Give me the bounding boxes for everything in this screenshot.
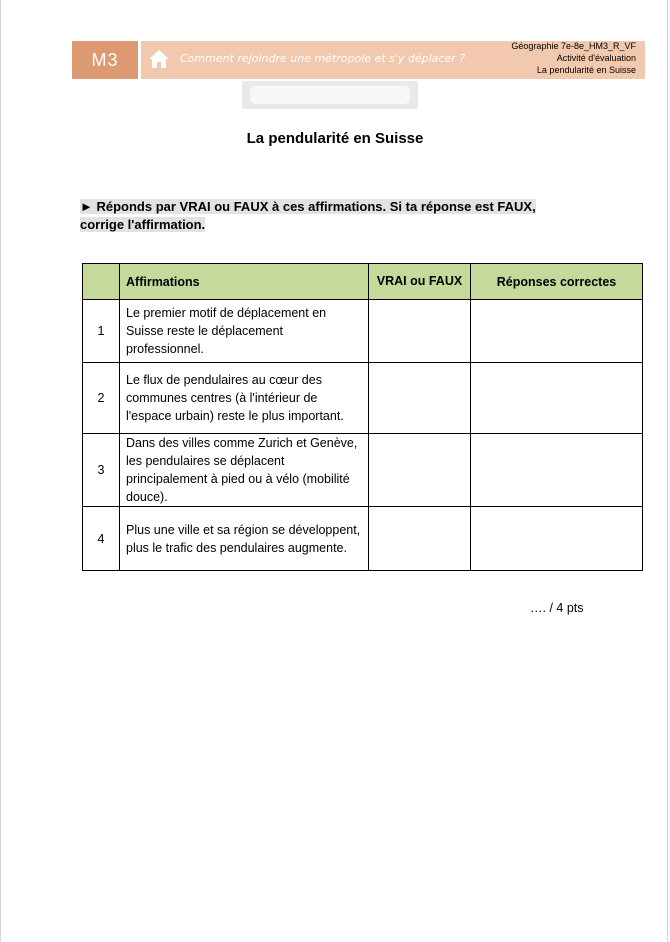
header-reponses: Réponses correctes (471, 264, 643, 300)
table-header-row (83, 264, 643, 300)
header-title: Comment rejoindre une métropole et s'y déplacer ? (180, 52, 466, 65)
home-icon (147, 47, 171, 71)
meta-activity: Activité d'évaluation (556, 53, 636, 63)
header-num (83, 264, 120, 300)
vrai-faux-cell[interactable] (369, 434, 471, 507)
vrai-faux-cell[interactable] (369, 507, 471, 571)
page-title: La pendularité en Suisse (246, 130, 424, 147)
name-field-inner (250, 86, 410, 104)
score: …. / 4 pts (530, 601, 584, 615)
affirmation-text: Le premier motif de déplacement en Suisse reste le déplacement professionnel. (120, 300, 369, 363)
header-affirmations: Affirmations (120, 264, 369, 300)
reponse-cell[interactable] (471, 507, 643, 571)
affirmation-text: Dans des villes comme Zurich et Genève, les pendulaires se déplacent principalement à pied ou à vélo (mobilité douce). (120, 434, 369, 507)
student-name-field[interactable] (242, 81, 418, 109)
header-meta (511, 40, 636, 76)
meta-course: Géographie 7e-8e_HM3_R_VF (511, 41, 636, 51)
table-row (83, 300, 643, 363)
table-row (83, 507, 643, 571)
row-number: 4 (83, 507, 120, 571)
instruction-line-2: corrige l'affirmation. (80, 217, 206, 232)
reponse-cell[interactable] (471, 434, 643, 507)
row-number: 3 (83, 434, 120, 507)
header-divider (138, 41, 141, 79)
row-number: 1 (83, 300, 120, 363)
instruction (80, 198, 560, 234)
table-row (83, 363, 643, 434)
instruction-line-1: ► Réponds par VRAI ou FAUX à ces affirmations. Si ta réponse est FAUX, (80, 199, 536, 214)
reponse-cell[interactable] (471, 363, 643, 434)
meta-topic: La pendularité en Suisse (536, 65, 636, 75)
table-row (83, 434, 643, 507)
vrai-faux-cell[interactable] (369, 300, 471, 363)
affirmation-text: Plus une ville et sa région se développent, plus le trafic des pendulaires augmente. (120, 507, 369, 571)
row-number: 2 (83, 363, 120, 434)
affirmations-table (82, 263, 643, 571)
header-vrai-faux: VRAI ou FAUX (369, 264, 471, 300)
reponse-cell[interactable] (471, 300, 643, 363)
affirmation-text: Le flux de pendulaires au cœur des communes centres (à l'intérieur de l'espace urbain) reste le plus important. (120, 363, 369, 434)
module-badge: M3 (72, 41, 138, 79)
vrai-faux-cell[interactable] (369, 363, 471, 434)
